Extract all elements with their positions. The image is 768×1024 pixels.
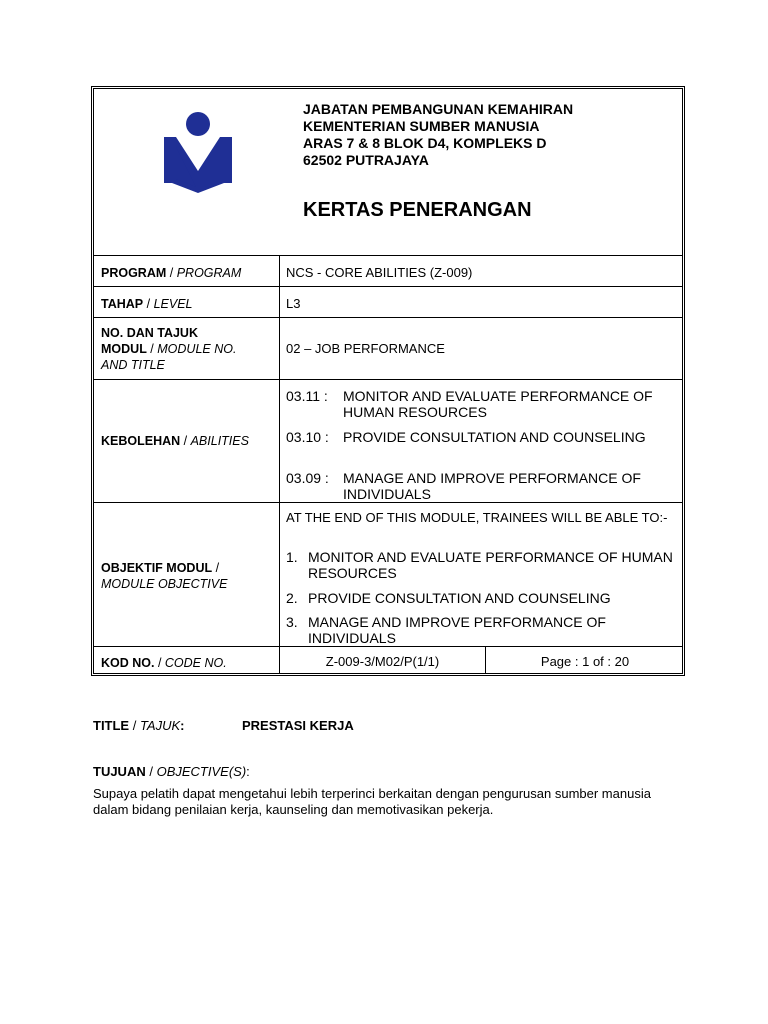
ability-item — [286, 429, 676, 445]
objective-number: 3. — [286, 614, 298, 630]
page-indicator: Page : 1 of : 20 — [540, 654, 630, 669]
ability-code: 03.09 : — [286, 470, 329, 486]
program-label: PROGRAM / PROGRAM — [101, 266, 242, 280]
objective-label: OBJEKTIF MODUL / MODULE OBJECTIVE — [101, 561, 228, 591]
agency-logo-icon — [162, 109, 234, 195]
objective-item — [286, 614, 682, 646]
code-label: KOD NO. / CODE NO. — [101, 656, 227, 670]
agency-line: JABATAN PEMBANGUNAN KEMAHIRAN — [303, 101, 574, 117]
objective-text: MONITOR AND EVALUATE PERFORMANCE OF HUMAN RESOURCES — [308, 549, 673, 581]
level-value: L3 — [286, 296, 301, 311]
objective-text: PROVIDE CONSULTATION AND COUNSELING — [308, 590, 611, 606]
title-label: TITLE / TAJUK: — [93, 718, 185, 733]
ability-item — [286, 470, 676, 502]
ability-text: MANAGE AND IMPROVE PERFORMANCE OF INDIVIDUALS — [343, 470, 641, 502]
module-label: NO. DAN TAJUK MODUL / MODULE NO. AND TITLE — [101, 326, 237, 372]
code-value: Z-009-3/M02/P(1/1) — [325, 654, 440, 669]
row-divider — [94, 286, 682, 287]
level-label: TAHAP / LEVEL — [101, 297, 193, 311]
ability-text: MONITOR AND EVALUATE PERFORMANCE OF HUMAN RESOURCES — [343, 388, 653, 420]
row-divider — [94, 317, 682, 318]
purpose-text: Supaya pelatih dapat mengetahui lebih terperinci berkaitan dengan pengurusan sumber manusia dalam bidang penilaian kerja, kaunseling dan memotivasikan pekerja. — [93, 786, 651, 817]
module-value: 02 – JOB PERFORMANCE — [286, 341, 445, 356]
objective-text: MANAGE AND IMPROVE PERFORMANCE OF INDIVIDUALS — [308, 614, 606, 646]
objective-intro: AT THE END OF THIS MODULE, TRAINEES WILL BE ABLE TO:- — [286, 510, 668, 525]
purpose-label: TUJUAN / OBJECTIVE(S): — [93, 764, 250, 779]
row-divider — [94, 379, 682, 380]
document-title: KERTAS PENERANGAN — [303, 199, 532, 221]
abilities-label: KEBOLEHAN / ABILITIES — [101, 434, 249, 448]
objective-number: 2. — [286, 590, 298, 606]
information-sheet-frame — [91, 86, 685, 676]
agency-line: ARAS 7 & 8 BLOK D4, KOMPLEKS D — [303, 135, 547, 151]
objective-item — [286, 590, 682, 606]
row-divider — [94, 255, 682, 256]
agency-address — [303, 101, 573, 169]
agency-line: 62502 PUTRAJAYA — [303, 152, 429, 168]
objective-number: 1. — [286, 549, 298, 565]
ability-code: 03.10 : — [286, 429, 329, 445]
objective-item — [286, 549, 682, 581]
program-value: NCS - CORE ABILITIES (Z-009) — [286, 265, 473, 280]
agency-line: KEMENTERIAN SUMBER MANUSIA — [303, 118, 540, 134]
row-divider — [94, 502, 682, 503]
ability-code: 03.11 : — [286, 388, 328, 404]
title-value: PRESTASI KERJA — [242, 718, 354, 733]
ability-text: PROVIDE CONSULTATION AND COUNSELING — [343, 429, 646, 445]
ability-item — [286, 388, 676, 420]
row-divider — [94, 646, 682, 647]
column-divider — [279, 255, 280, 673]
